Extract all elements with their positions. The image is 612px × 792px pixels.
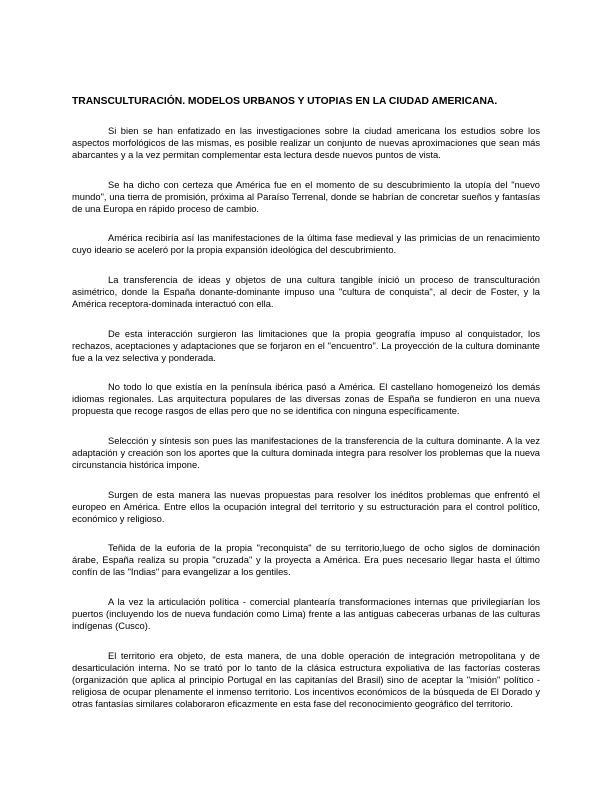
paragraph-11: El territorio era objeto, de esta manera, de una doble operación de integración metropolitana y de desarticulación interna. No se trató por lo tanto de la clásica estructura expoliativa de las factorías costeras (organización que aplica al principio Portugal en las capitanías del Brasil) sino de aceptar la "misión" político - religiosa de ocupar plenamente el inmenso territorio. Los incentivos económicos de la búsqueda de El Dorado y otras fantasías similares colaboraron eficazmente en esta fase del reconocimiento geográfico del territorio. <box>72 650 540 709</box>
document-title: TRANSCULTURACIÓN. MODELOS URBANOS Y UTOPIAS EN LA CIUDAD AMERICANA. <box>72 96 498 107</box>
paragraph-9: Teñida de la euforia de la propia "reconquista" de su territorio,luego de ocho siglos de dominación árabe, España realiza su propia "cruzada" y la proyecta a América. Era pues necesario llegar hasta el último confín de las "Indias" para evangelizar a los gentiles. <box>72 543 540 578</box>
paragraph-6: No todo lo que existía en la península ibérica pasó a América. El castellano homogeneizó los demás idiomas regionales. Las arquitectura populares de las diversas zonas de España se fundieron en una nueva propuesta que recoge rasgos de ellas pero que no se identifica con ninguna específicamente. <box>72 382 540 417</box>
paragraph-7: Selección y síntesis son pues las manifestaciones de la transferencia de la cultura dominante. A la vez adaptación y creación son los aportes que la cultura dominada integra para resolver los problemas que la nueva circunstancia histórica impone. <box>72 435 540 471</box>
paragraph-5: De esta interacción surgieron las limitaciones que la propia geografía impuso al conquistador, los rechazos, aceptaciones y adaptaciones que se forjaron en el "encuentro". La proyección de la cultura dominante fue a la vez selectiva y ponderada. <box>72 328 540 363</box>
paragraph-10: A la vez la articulación política - comercial plantearía transformaciones internas que privilegiarían los puertos (incluyendo los de nueva fundación como Lima) frente a las antiguas cabeceras urbanas de las culturas indígenas (Cusco). <box>72 596 540 632</box>
paragraph-8: Surgen de esta manera las nuevas propuestas para resolver los inéditos problemas que enfrentó el europeo en América. Entre ellos la ocupación integral del territorio y su estructuración para el control político, económico y religioso. <box>72 489 540 524</box>
paragraph-4: La transferencia de ideas y objetos de una cultura tangible inició un proceso de transculturación asimétrico, donde la España donante-dominante impuso una "cultura de conquista", al decir de Foster, y la América receptora-dominada interactuó con ella. <box>72 274 540 310</box>
paragraph-2: Se ha dicho con certeza que América fue en el momento de su descubrimiento la utopía del "nuevo mundo", una tierra de promisión, próxima al Paraíso Terrenal, donde se habrían de concretar sueños y fantasías de una Europa en rápido proceso de cambio. <box>72 179 540 214</box>
document-page <box>72 96 540 727</box>
paragraph-1: Si bien se han enfatizado en las investigaciones sobre la ciudad americana los estudios sobre los aspectos morfológicos de las mismas, es posible realizar un conjunto de nuevas aproximaciones que sean más abarcantes y a la vez permitan complementar esta lectura desde nuevos puntos de vista. <box>72 126 540 161</box>
paragraph-3: América recibiría así las manifestaciones de la última fase medieval y las primicias de un renacimiento cuyo ideario se aceleró por la propia expansión ideológica del descubrimiento. <box>72 233 540 256</box>
